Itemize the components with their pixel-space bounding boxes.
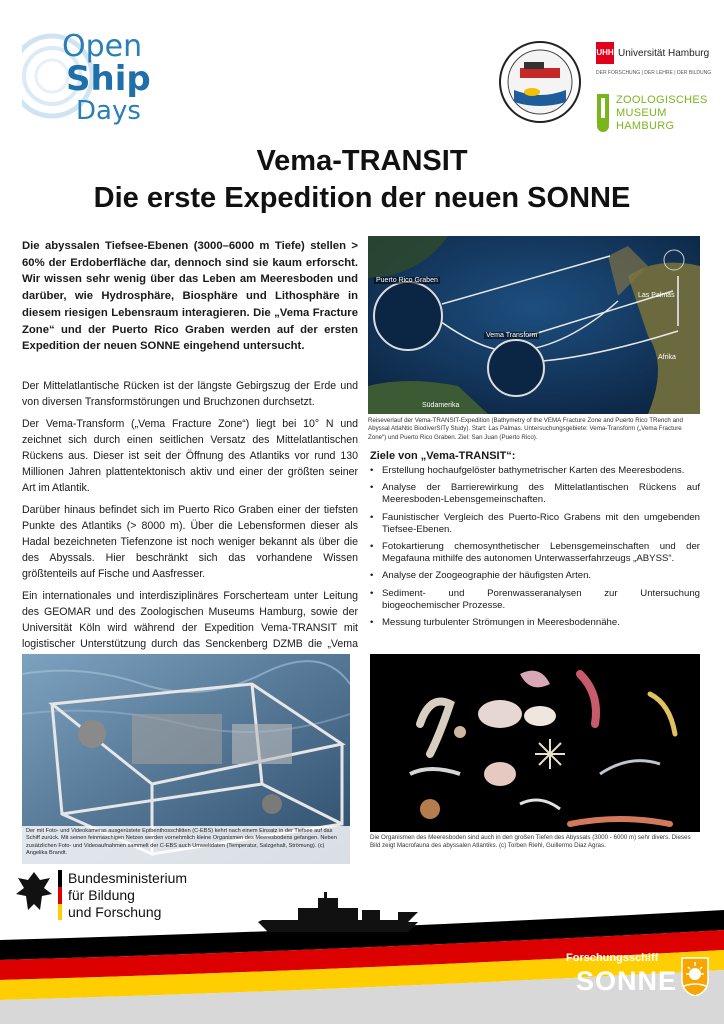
map-label-vema: Vema Transform <box>486 332 538 339</box>
zmh-line3: HAMBURG <box>616 120 675 132</box>
uhh-badge: UHH <box>596 42 614 64</box>
sonne-label-small: Forschungsschiff <box>566 952 659 964</box>
expedition-route-map <box>368 236 700 414</box>
bmbf-text <box>68 870 187 921</box>
body-text <box>22 378 358 674</box>
osd-open-text: Open <box>62 29 143 64</box>
goal-item: • Sediment- und Porenwasseranalysen zur Untersuchung biogeochemischer Prozesse. <box>370 588 700 612</box>
map-label-las-palmas: Las Palmas <box>638 292 675 299</box>
bmbf-line1: Bundesministerium <box>68 870 188 886</box>
map-caption: Reiseverlauf der Vema-TRANSIT-Expedition (Bathymetry of the VEMA Fracture Zone and Puerto Rico TRench and Abyssal AtlaNtic BiodiverSITy Study). Start: Las Palmas. Untersuchungsgebiete: Vema-Transform („Vema Fracture Zone“) und Puerto Rico Graben. Ziel: San Juan (Puerto Rico). <box>368 417 683 441</box>
zmh-line2: MUSEUM <box>616 107 667 119</box>
body-paragraph: Der Vema-Transform („Vema Fracture Zone“) liegt bei 10° N und zeichnet sich durch einen seitlichen Versatz des Mittelatlantischen Rückens aus. Dieser ist seit der Öffnung des Atlantiks vor rund 130 Millionen Jahren plattentektonisch aktiv und einer der größten seiner Art im Atlantik. <box>22 418 358 494</box>
bmbf-line3: und Forschung <box>68 904 162 920</box>
organisms-caption: Die Organismen des Meeresboden sind auch in den großen Tiefen des Abyssals (3000 - 6000 m) sehr divers. Dieses Bild zeigt Macrofauna des abyssalen Atlantiks. (c) Torben Riehl, Guillermo Diaz Agras. <box>370 834 691 850</box>
macrofauna-image <box>370 654 700 832</box>
ship-silhouette-icon <box>258 892 418 938</box>
map-label-suedamerika: Südamerika <box>422 402 460 409</box>
osd-days-text: Days <box>76 96 141 126</box>
zmh-logo <box>596 94 706 138</box>
goal-item: • Faunistischer Vergleich des Puerto-Rico Grabens mit den umgebenden Tiefsee-Ebenen. <box>370 512 700 536</box>
open-ship-days-logo <box>22 14 172 139</box>
map-label-puerto-rico: Puerto Rico Graben <box>376 277 438 284</box>
sun-shield-icon <box>680 956 710 996</box>
goal-item: • Analyse der Barrierewirkung des Mittelatlantischen Rückens auf Meeresboden-Lebensgemeinschaften. <box>370 482 700 506</box>
osd-ship-text: Ship <box>66 59 151 99</box>
body-paragraph: Darüber hinaus befindet sich im Puerto Rico Graben einer der tiefsten Punkte des Atlantiks (> 8000 m). Über die Lebensformen dieser als Hadal bezeichneten Tiefenzone ist noch weniger bekannt als über die des Abyssals. Hier beschränkt sich das vorhandene Wissen größtenteils auf Fische und Aasfresser. <box>22 504 358 580</box>
uhh-logo <box>596 42 712 82</box>
uhh-tagline: DER FORSCHUNG | DER LEHRE | DER BILDUNG <box>596 70 712 76</box>
uhh-name: Universität Hamburg <box>618 48 710 59</box>
goal-item: • Messung turbulenter Strömungen in Meeresbodennähe. <box>370 617 700 629</box>
expedition-seal-icon <box>498 40 582 124</box>
bmbf-line2: für Bildung <box>68 887 135 903</box>
map-graphic <box>368 236 700 414</box>
epibenthic-sledge-photo <box>22 654 350 864</box>
german-flag-icon <box>58 870 62 920</box>
page-title: Vema-TRANSIT <box>256 145 468 177</box>
zmh-text <box>616 94 708 133</box>
bmbf-logo <box>14 868 214 928</box>
goal-item: • Erstellung hochaufgelöster bathymetrischer Karten des Meeresbodens. <box>370 465 700 477</box>
goal-item: • Fotokartierung chemosynthetischer Lebensgemeinschaften und der Megafauna mithilfe des autonomen Unterwasserfahrzeugs „ABYSS“. <box>370 541 700 565</box>
body-paragraph: Ein internationales und interdisziplinäres Forscherteam unter Leitung des GEOMAR und des Zoologischen Museums Hamburg, sowie der Universität Köln wird während der Expedition Vema-TRANSIT mit logistischer Unterstützung durch das Senckenberg DZMB die „Vema <box>22 590 358 650</box>
sonne-label-big: SONNE <box>576 966 678 996</box>
intro-paragraph: Die abyssalen Tiefsee-Ebenen (3000–6000 m Tiefe) stellen > 60% der Erdoberfläche dar, dennoch sind sie kaum erforscht. Wir wissen sehr wenig über das Leben am Meeresboden und darüber, wie Hydrosphäre, Biosphäre und Lithosphäre in diesem riesigen Lebensraum interagieren. Die „Vema Fracture Zone“ und der Puerto Rico Graben werden auf der ersten Expedition der neuen SONNE eingehend untersucht. <box>22 240 358 353</box>
macrofauna-photo <box>370 654 700 832</box>
goals-section <box>370 450 700 634</box>
ebs-caption: Der mit Foto- und Videokameras ausgerüstete Epibenthosschlitten (C-EBS) kehrt nach einem Einsatz in der Tiefsee auf das Schiff zurück. Mit seinen feinmaschigen Netzen werden vornehmlich kleine Organismen des Meeresbodens gefangen. Neben zusätzlichen Foto- und Videoaufnahmen sammelt der C-EBS auch Umweltdaten (Temperatur, Salzgehalt, Strömung). (c) Angelika Brandt. <box>22 826 350 864</box>
sonne-logo <box>562 946 712 1010</box>
thermometer-icon <box>596 94 610 134</box>
goals-title: Ziele von „Vema-TRANSIT“: <box>370 450 516 462</box>
zmh-line1: ZOOLOGISCHES <box>616 94 708 106</box>
page-subtitle: Die erste Expedition der neuen SONNE <box>93 182 631 214</box>
map-label-afrika: Afrika <box>658 354 676 361</box>
body-paragraph: Der Mittelatlantische Rücken ist der längste Gebirgszug der Erde und von diversen Transformstörungen und Bruchzonen durchsetzt. <box>22 380 358 408</box>
goal-item: • Analyse der Zoogeographie der häufigsten Arten. <box>370 570 700 582</box>
federal-eagle-icon <box>14 870 54 916</box>
